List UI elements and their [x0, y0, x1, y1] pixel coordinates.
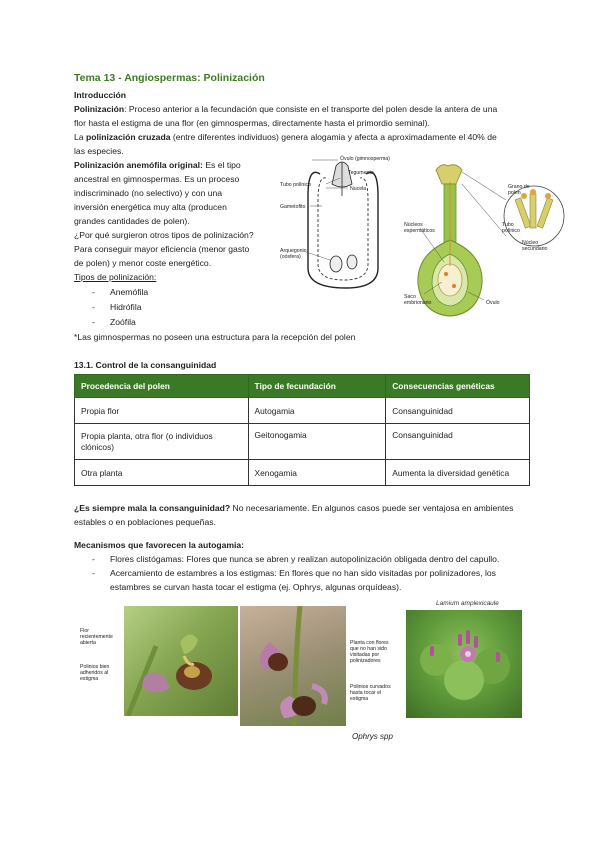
mecanismos-heading: Mecanismos que favorecen la autogamia:: [74, 540, 245, 550]
label-arquegonio: Arquegonio (oósfera): [280, 248, 307, 260]
p1-line1: : Proceso anterior a la fecundación que consiste en el transporte del polen desde la antera de una: [124, 104, 498, 114]
table-cell: Geitonogamia: [248, 424, 386, 460]
document-title: Tema 13 - Angiospermas: Polinización: [74, 72, 265, 84]
list-item: Zoófila: [110, 317, 136, 327]
anemofila-line3: indiscriminado (no selectivo) y con una: [74, 188, 223, 198]
table-row: [75, 424, 530, 460]
ophrys-flower-2: [240, 606, 346, 726]
label-ovulo: Óvulo: [486, 300, 500, 306]
list-item-clistogamas: Flores clistógamas: Flores que nunca se abren y realizan autopolinización obligada dentro del capullo.: [110, 554, 500, 564]
table-row: [75, 460, 530, 486]
lamium-plant: [406, 610, 522, 718]
label-nucela: Nucela: [350, 186, 367, 192]
table-cell: Consanguinidad: [386, 398, 530, 424]
ovule-drawing: [278, 156, 388, 290]
p1-line2: flor hasta el estigma de una flor (en gimnospermas, directamente hasta el primordio seminal).: [74, 118, 430, 128]
label-grano-polen: Grano de polen: [508, 184, 530, 196]
label-nucleo-secundario: Núcleo secundario: [522, 240, 548, 252]
label-nucleos-espermaticos: Núcleos espermáticos: [404, 222, 435, 234]
table-cell: Xenogamia: [248, 460, 386, 486]
list-dash: -: [92, 317, 95, 327]
paragraph-mala-consanguinidad: [74, 501, 529, 529]
label-tubo-polinico: Tubo polínico: [280, 182, 311, 188]
table-header-cell: Procedencia del polen: [75, 375, 249, 398]
caption-lamium: Lamium amplexicaule: [436, 600, 499, 607]
label-saco-embrionario: Saco embrionario: [404, 294, 432, 306]
p2-line2: las especies.: [74, 146, 124, 156]
label-tegumento: Tegumento: [348, 170, 374, 176]
intro-heading: Introducción: [74, 90, 127, 100]
label-planta: Planta con flores que no han sido visitadas por polinizadores: [350, 640, 389, 664]
anemofila-question: ¿Por qué surgieron otros tipos de polinización?: [74, 230, 254, 240]
anemofila-line4: inversión energética muy alta (producen: [74, 202, 227, 212]
anemofila-line2: ancestral en gimnospermas. Es un proceso: [74, 174, 240, 184]
term-anemofila: Polinización anemófila original:: [74, 160, 203, 170]
caption-ophrys: Ophrys spp: [352, 732, 393, 741]
table-cell: Propia flor: [75, 398, 249, 424]
label-polinios-2: Polinios curvados hasta tocar el estigma: [350, 684, 391, 702]
ophrys-flower-1: [124, 606, 238, 716]
list-dash: -: [92, 554, 95, 564]
table-cell: Propia planta, otra flor (o individuos clónicos): [75, 424, 249, 460]
tipos-heading: Tipos de polinización:: [74, 272, 157, 282]
table-cell: Autogamia: [248, 398, 386, 424]
mala-line1: No necesariamente. En algunos casos puede ser ventajosa en ambientes: [230, 503, 514, 513]
anemofila-answer-2: de polen) y menor coste energético.: [74, 258, 212, 268]
list-item: Hidrófila: [110, 302, 142, 312]
consanguinidad-table: [74, 374, 530, 486]
section-heading: 13.1. Control de la consanguinidad: [74, 360, 217, 370]
label-gametofito: Gametofito: [280, 204, 306, 210]
paragraph-polinizacion: [74, 102, 529, 130]
list-item-acercamiento: [110, 566, 530, 594]
label-polinios: Polinios bien adheridos al estigma: [80, 664, 110, 682]
paragraph-cruzada: [74, 130, 529, 158]
mala-line2: estables o en poblaciones pequeñas.: [74, 517, 216, 527]
table-cell: Otra planta: [75, 460, 249, 486]
p2-line1: (entre diferentes individuos) genera alogamia y afecta a aproximadamente el 40% de: [170, 132, 497, 142]
acercamiento-line2: estambres se curvan hasta tocar el estigma (ej. Ophrys, algunas orquídeas).: [110, 582, 402, 592]
p2-pre: La: [74, 132, 86, 142]
acercamiento-line1: Acercamiento de estambres a los estigmas: En flores que no han sido visitadas por polinizadores, los: [110, 568, 496, 578]
label-flor-abierta: Flor recientemente abierta: [80, 628, 113, 646]
lamium-photo: [406, 610, 522, 718]
table-header-row: [75, 375, 530, 398]
table-cell: Aumenta la diversidad genética: [386, 460, 530, 486]
ovule-gymnosperm-diagram: [278, 156, 388, 290]
gimnospermas-note: *Las gimnospermas no poseen una estructura para la recepción del polen: [74, 332, 356, 342]
label-tubo-polinico: Tubo polínico: [502, 222, 520, 234]
label-ovulo: Óvulo (gimnosperma): [340, 156, 390, 162]
anemofila-line1: Es el tipo: [202, 160, 241, 170]
anemofila-answer-1: Para conseguir mayor eficiencia (menor gasto: [74, 244, 250, 254]
ophrys-photo-2: [240, 606, 346, 726]
list-dash: -: [92, 302, 95, 312]
anemofila-line5: grandes cantidades de polen).: [74, 216, 190, 226]
table-header-cell: Tipo de fecundación: [248, 375, 386, 398]
table-row: [75, 398, 530, 424]
paragraph-anemofila: [74, 158, 272, 270]
term-polinizacion: Polinización: [74, 104, 125, 114]
list-dash: -: [92, 568, 95, 578]
table-header-cell: Consecuencias genéticas: [386, 375, 530, 398]
list-dash: -: [92, 287, 95, 297]
pistil-angiosperm-diagram: [402, 162, 570, 318]
term-cruzada: polinización cruzada: [85, 132, 171, 142]
list-item: Anemófila: [110, 287, 149, 297]
table-cell: Consanguinidad: [386, 424, 530, 460]
mala-question: ¿Es siempre mala la consanguinidad?: [74, 503, 231, 513]
ophrys-photo-1: [124, 606, 238, 716]
